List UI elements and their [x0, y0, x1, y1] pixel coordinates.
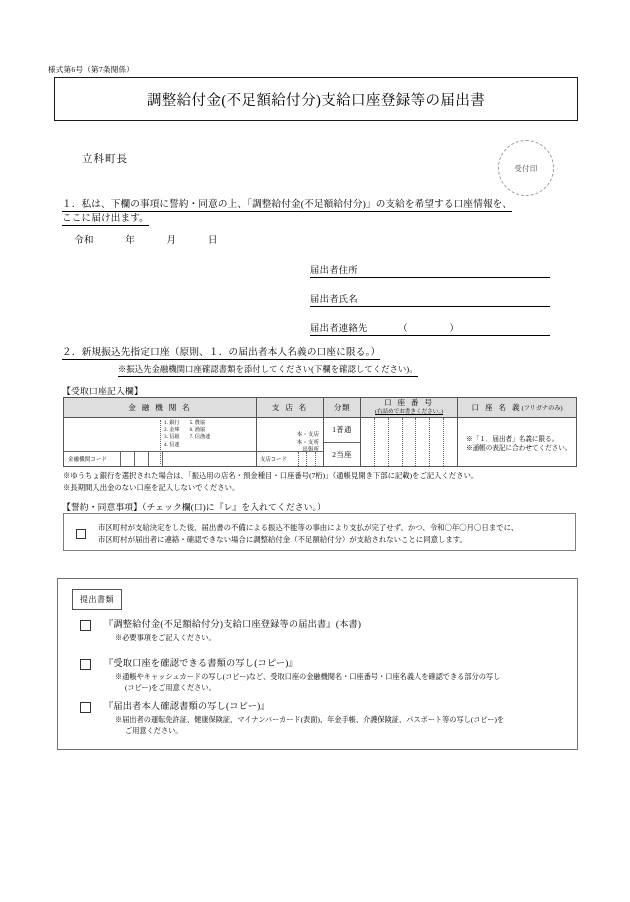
document-label-3: 『届出者本人確認書類の写し(コピー)』 [104, 701, 270, 711]
bank-kind-2: 2. 金庫 [164, 427, 180, 434]
document-checkbox-2[interactable] [80, 659, 91, 670]
pledge-checkbox[interactable] [76, 529, 86, 539]
account-table [63, 397, 577, 467]
tel-paren-group [398, 320, 459, 334]
applicant-name-label: 届出者氏名 [310, 295, 358, 305]
documents-title-box [72, 589, 122, 610]
bank-kind-6: 6. 漁協 [189, 427, 206, 434]
bank-code-cell[interactable] [134, 452, 148, 466]
document-note-1: ※必要事項をご記入ください。 [115, 634, 216, 642]
pledge-text [98, 522, 518, 545]
account-number-cell-box[interactable] [429, 418, 443, 466]
account-holder-note-2: ※通帳の表記に合わせてください。 [466, 445, 572, 452]
section2-heading: ２．新規振込先指定口座（原則、１．の届出者本人名義の口座に限る。） [62, 347, 381, 358]
document-label-1: 『調整給付金(不足額給付分)支給口座登録等の届出書』(本書) [104, 619, 362, 629]
month-label: 月 [166, 235, 177, 246]
applicant-address-field[interactable] [310, 256, 550, 278]
branch-code-boxes[interactable] [298, 452, 323, 466]
bank-kind-7: 7. 信漁連 [189, 434, 211, 441]
document-note-2-line1: ※通帳やキャッシュカードの写し(コピー)など、受取口座の金融機関名・口座番号・口座名義人を確認できる部分の写し [115, 673, 501, 681]
header-account-holder-text: 口 座 名 義 [471, 402, 522, 412]
account-type-futsu[interactable]: 1普通 [324, 418, 360, 443]
date-entry-line [74, 232, 218, 246]
account-holder-note-1: ※「１．届出者」名義に限る。 [466, 435, 559, 443]
table-note-2: ※長期間入出金のない口座を記入しないでください。 [63, 483, 240, 492]
account-type-options [324, 418, 360, 466]
pledge-section-label: 【誓約・同意事項】（チェック欄(口)に『レ』を入れてください。） [62, 502, 326, 512]
account-type-cell[interactable] [324, 418, 361, 467]
receipt-seal-circle [498, 140, 554, 196]
document-checkbox-1[interactable] [80, 620, 91, 631]
account-number-cell-box[interactable] [361, 418, 374, 466]
header-account-type: 分類 [324, 398, 361, 418]
applicant-name-field[interactable] [310, 285, 550, 307]
document-note-2 [115, 672, 500, 693]
applicant-tel-label: 届出者連絡先 [310, 324, 368, 334]
account-holder-cell[interactable] [458, 418, 577, 467]
section2-note: ※振込先金融機関口座確認書類を添付してください(下欄を確認してください)。 [118, 364, 418, 377]
addressee: 立科町長 [82, 154, 128, 165]
account-number-cell-box[interactable] [415, 418, 429, 466]
document-label-2: 『受取口座を確認できる書類の写し(コピー)』 [104, 658, 298, 668]
account-number-boxes[interactable] [361, 418, 457, 466]
branch-code-cell[interactable] [306, 452, 314, 466]
header-bank-name: 金 融 機 関 名 [64, 398, 257, 418]
header-account-number-text: 口 座 番 号 [383, 398, 435, 407]
pledge-box [63, 513, 576, 551]
page-title: 調整給付金(不足額給付分)支給口座登録等の届出書 [146, 92, 486, 109]
header-account-holder-paren: (フリガナのみ) [521, 404, 563, 412]
account-table-header-row [64, 398, 577, 418]
pledge-text-line2: 市区町村が届出者に連絡・確認できない場合に調整給付金（不足額給付分）が支給されないことに同意します。 [98, 534, 467, 544]
branch-code-cell[interactable] [315, 452, 323, 466]
branch-kind-3: 出張所 [302, 447, 319, 454]
branch-code-label: 支店コード [260, 457, 287, 463]
account-holder-notes [458, 431, 576, 454]
document-note-3 [115, 715, 504, 736]
bank-code-row [64, 451, 256, 466]
bank-kind-1: 1. 銀行 [164, 420, 180, 426]
title-box [54, 77, 578, 121]
document-note-2-line2: (コピー)をご用意ください。 [125, 683, 216, 692]
tel-paren-open: （ [398, 324, 408, 334]
account-table-label: 【受取口座記入欄】 [62, 386, 143, 396]
table-note-1: ※ゆうちょ銀行を選択された場合は、「振込用の店名・預金種目・口座番号(7桁)」（通帳見開き下部に記載)をご記入ください。 [63, 471, 479, 480]
document-note-3-line2: ご用意ください。 [125, 726, 183, 735]
branch-kind-1: 本・支店 [296, 432, 319, 439]
document-checkbox-3[interactable] [80, 702, 91, 713]
document-note-3-line1: ※届出者の運転免許証、健康保険証、マイナンバーカード(表面)、年金手帳、介護保険証、パスポート等の写し(コピー)を [115, 716, 505, 724]
account-type-touza[interactable]: 2当座 [332, 449, 352, 459]
bank-kind-4: 4. 信連 [164, 441, 180, 448]
bank-code-cell[interactable] [162, 452, 176, 466]
receipt-seal-label: 受付印 [514, 163, 538, 173]
header-account-number [361, 398, 458, 418]
account-table-body-row [64, 418, 577, 467]
bank-kind-row [164, 434, 210, 441]
account-number-cell[interactable] [361, 418, 458, 467]
section1-line2: ここに届け出ます。 [62, 213, 149, 224]
bank-code-cell[interactable] [120, 452, 134, 466]
applicant-tel-field[interactable] [310, 314, 550, 336]
branch-name-cell[interactable] [257, 418, 324, 467]
era-label: 令和 [74, 235, 94, 246]
form-number: 様式第6号（第7条関係） [48, 65, 135, 74]
documents-title: 提出書類 [80, 595, 114, 604]
account-number-cell-box[interactable] [443, 418, 457, 466]
header-account-holder [458, 398, 577, 418]
year-label: 年 [125, 235, 136, 246]
bank-code-boxes[interactable] [120, 452, 176, 466]
header-branch-name: 支 店 名 [257, 398, 324, 418]
account-number-cell-box[interactable] [402, 418, 416, 466]
pledge-text-line1: 市区町村が支給決定をした後、届出書の不備による振込不能等の事由により支払が完了せず、かつ、令和〇年〇月〇日までに、 [98, 523, 519, 532]
header-account-number-note: (右詰めでお書きください。) [374, 409, 444, 415]
branch-code-row [257, 451, 323, 466]
bank-code-cell[interactable] [148, 452, 162, 466]
bank-code-label: 金融機関コード [68, 457, 108, 463]
account-number-cell-box[interactable] [374, 418, 388, 466]
bank-kind-3: 3. 信組 [164, 434, 180, 441]
branch-kind-2: 本・支所 [296, 439, 319, 446]
branch-code-cell[interactable] [298, 452, 306, 466]
bank-name-cell[interactable] [64, 418, 257, 467]
account-number-cell-box[interactable] [388, 418, 402, 466]
tel-paren-close: ） [449, 324, 459, 334]
day-label: 日 [207, 235, 218, 246]
applicant-address-label: 届出者住所 [310, 266, 358, 276]
bank-kind-5: 5. 農協 [189, 420, 206, 426]
section1-line1: １．私は、下欄の事項に誓約・同意の上、「調整給付金(不足額給付分)」の支給を希望する口座情報を、 [62, 199, 513, 210]
bank-kind-row [164, 442, 210, 449]
